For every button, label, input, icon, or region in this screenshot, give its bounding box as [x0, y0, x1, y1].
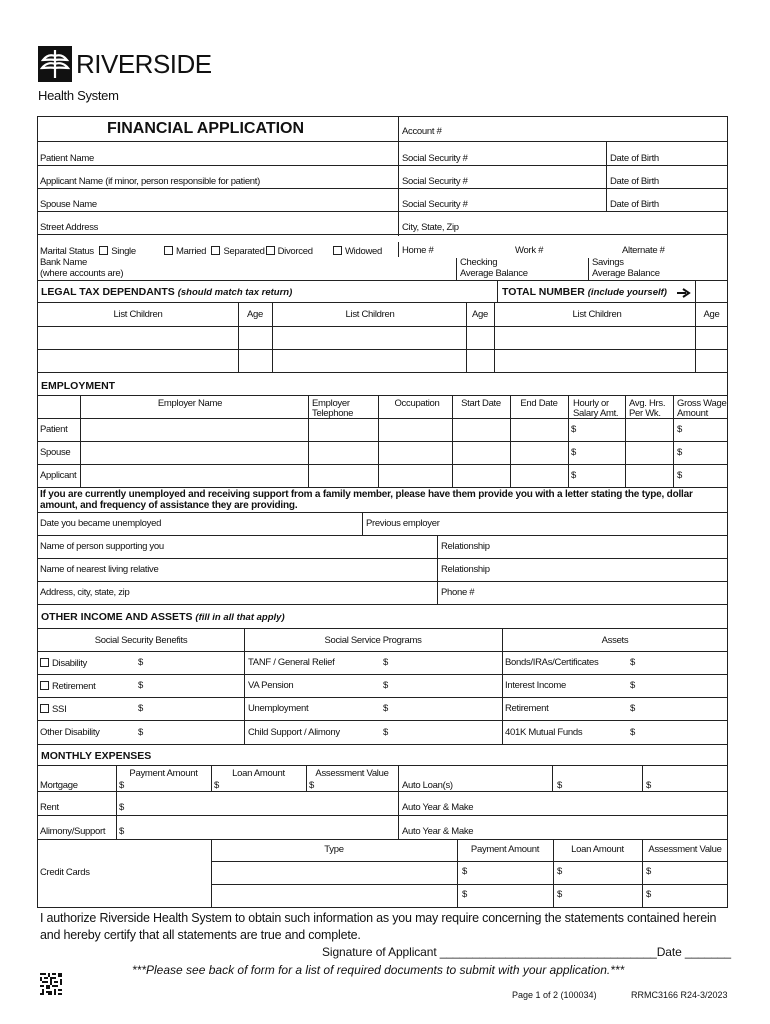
- married-checkbox[interactable]: [164, 246, 173, 255]
- mortgage-label: Mortgage: [40, 780, 78, 791]
- spouse-ssn-field[interactable]: Social Security #: [402, 199, 468, 210]
- 401k-label: 401K Mutual Funds: [505, 727, 583, 738]
- dollar-sign: $: [138, 657, 143, 668]
- ssi-option: SSI: [40, 704, 66, 715]
- disability-checkbox[interactable]: [40, 658, 49, 667]
- assets-header: Assets: [601, 635, 629, 646]
- street-address-field[interactable]: Street Address: [40, 222, 99, 233]
- separated-checkbox[interactable]: [211, 246, 220, 255]
- dollar-sign: $: [557, 780, 562, 791]
- dollar-sign: $: [138, 727, 143, 738]
- brand-subtitle: Health System: [38, 88, 119, 103]
- authorization-statement: I authorize Riverside Health System to obtain such information as you may require concerning the statements contained herein and hereby certify that all statements are true and complete.: [40, 911, 717, 942]
- child-support-label: Child Support / Alimony: [248, 727, 340, 738]
- dollar-sign: $: [646, 780, 651, 791]
- dollar-sign: $: [557, 889, 562, 900]
- dollar-sign: $: [383, 703, 388, 714]
- credit-assessment-header: Assessment Value: [648, 844, 722, 855]
- spouse-dob-field[interactable]: Date of Birth: [610, 199, 659, 210]
- dollar-sign: $: [138, 680, 143, 691]
- account-label: Account #: [402, 126, 442, 137]
- start-date-header: Start Date: [461, 398, 501, 409]
- checking-field[interactable]: Checking: [460, 257, 498, 268]
- marital-status-label: Marital Status: [40, 246, 94, 257]
- dependants-note: (should match tax return): [177, 287, 293, 298]
- divorced-checkbox[interactable]: [266, 246, 275, 255]
- disability-option: Disability: [40, 658, 87, 669]
- widowed-option: [333, 246, 382, 257]
- total-number-note: (include yourself): [587, 287, 667, 298]
- logo-tree-icon: [38, 46, 72, 82]
- dollar-sign: $: [646, 866, 651, 877]
- savings-field[interactable]: Savings: [592, 257, 624, 268]
- patient-ssn-field[interactable]: Social Security #: [402, 153, 468, 164]
- total-number-heading: TOTAL NUMBER (include yourself): [502, 286, 667, 298]
- page-number: Page 1 of 2 (100034): [512, 990, 597, 1000]
- tanf-label: TANF / General Relief: [248, 657, 335, 668]
- employment-row-spouse: Spouse: [40, 447, 71, 458]
- marital-options: [164, 246, 313, 257]
- signature-line[interactable]: Signature of Applicant _________________________________Date _______: [322, 945, 731, 959]
- bank-name-field[interactable]: Bank Name: [40, 257, 87, 268]
- age-header-1: Age: [246, 309, 263, 320]
- interest-income-label: Interest Income: [505, 680, 566, 691]
- dollar-sign: $: [138, 703, 143, 714]
- dollar-sign: $: [383, 727, 388, 738]
- dollar-sign: $: [214, 780, 219, 791]
- retirement-asset-label: Retirement: [505, 703, 549, 714]
- dollar-sign: $: [677, 447, 682, 458]
- credit-cards-label: Credit Cards: [40, 867, 90, 878]
- employer-name-header: Employer Name: [157, 398, 223, 409]
- dollar-sign: $: [630, 657, 635, 668]
- dollar-sign: $: [630, 680, 635, 691]
- list-children-header-1: List Children: [113, 309, 163, 320]
- relative-relationship-field[interactable]: Relationship: [441, 564, 490, 575]
- dollar-sign: $: [462, 866, 467, 877]
- savings-sub: Average Balance: [592, 268, 660, 279]
- loan-amount-header: Loan Amount: [232, 768, 285, 779]
- bonds-label: Bonds/IRAs/Certificates: [505, 657, 599, 668]
- retirement-option: Retirement: [40, 681, 95, 692]
- widowed-label: Widowed: [345, 246, 382, 257]
- required-documents-note: ***Please see back of form for a list of required documents to submit with your application.***: [132, 963, 625, 977]
- dollar-sign: $: [383, 657, 388, 668]
- separated-label: Separated: [223, 246, 265, 257]
- dollar-sign: $: [119, 802, 124, 813]
- barcode-icon: [40, 973, 62, 995]
- age-header-3: Age: [703, 309, 720, 320]
- dollar-sign: $: [383, 680, 388, 691]
- dollar-sign: $: [630, 727, 635, 738]
- other-disability-label: Other Disability: [40, 727, 100, 738]
- auto-loans-label: Auto Loan(s): [402, 780, 453, 791]
- hourly-salary-header: Hourly or Salary Amt.: [573, 398, 619, 419]
- arrow-right-icon: [676, 288, 692, 298]
- marital-status: [40, 246, 136, 257]
- dollar-sign: $: [630, 703, 635, 714]
- credit-payment-header: Payment Amount: [470, 844, 540, 855]
- employment-row-applicant: Applicant: [40, 470, 77, 481]
- address-field[interactable]: Address, city, state, zip: [40, 587, 130, 598]
- single-label: Single: [111, 246, 136, 257]
- spouse-name-field[interactable]: Spouse Name: [40, 199, 97, 210]
- dollar-sign: $: [119, 826, 124, 837]
- checking-sub: Average Balance: [460, 268, 528, 279]
- form-title: FINANCIAL APPLICATION: [107, 120, 305, 137]
- married-label: Married: [176, 246, 207, 257]
- widowed-checkbox[interactable]: [333, 246, 342, 255]
- dependant-row[interactable]: [39, 327, 237, 348]
- dollar-sign: $: [677, 470, 682, 481]
- home-phone-field[interactable]: Home #: [402, 245, 434, 256]
- avg-hours-header: Avg. Hrs. Per Wk.: [629, 398, 666, 419]
- list-children-header-2: List Children: [345, 309, 395, 320]
- date-unemployed-field[interactable]: Date you became unemployed: [40, 518, 162, 529]
- divorced-label: Divorced: [277, 246, 313, 257]
- dependant-row[interactable]: [39, 350, 237, 371]
- ssi-checkbox[interactable]: [40, 704, 49, 713]
- gross-wage-header: Gross Wage Amount: [677, 398, 727, 419]
- dollar-sign: $: [646, 889, 651, 900]
- rent-label: Rent: [40, 802, 59, 813]
- employment-row-patient: Patient: [40, 424, 68, 435]
- applicant-dob-field[interactable]: Date of Birth: [610, 176, 659, 187]
- phone-field[interactable]: Phone #: [441, 587, 475, 598]
- applicant-ssn-field[interactable]: Social Security #: [402, 176, 468, 187]
- supporting-person-field[interactable]: Name of person supporting you: [40, 541, 164, 552]
- ss-programs-header: Social Service Programs: [324, 635, 422, 646]
- patient-name-field[interactable]: Patient Name: [40, 153, 94, 164]
- expenses-heading: MONTHLY EXPENSES: [41, 750, 152, 762]
- income-note: (fill in all that apply): [195, 612, 285, 623]
- riverside-logo: [38, 46, 218, 106]
- credit-type-header: Type: [324, 844, 344, 855]
- nearest-relative-field[interactable]: Name of nearest living relative: [40, 564, 159, 575]
- patient-dob-field[interactable]: Date of Birth: [610, 153, 659, 164]
- auto-year-make-label: Auto Year & Make: [402, 802, 474, 813]
- bank-name-sub: (where accounts are): [40, 268, 124, 279]
- applicant-name-field[interactable]: Applicant Name (if minor, person responsible for patient): [40, 176, 260, 187]
- auto-year-make-label: Auto Year & Make: [402, 826, 474, 837]
- dollar-sign: $: [119, 780, 124, 791]
- work-phone-field[interactable]: Work #: [515, 245, 544, 256]
- dollar-sign: $: [309, 780, 314, 791]
- va-pension-label: VA Pension: [248, 680, 294, 691]
- list-children-header-3: List Children: [572, 309, 622, 320]
- dollar-sign: $: [462, 889, 467, 900]
- employer-telephone-header: Employer Telephone: [312, 398, 354, 419]
- unemployment-notice: If you are currently unemployed and receiving support from a family member, please have them provide you with a letter stating the type, dollar amount, and frequency of assistance they are providing.: [40, 489, 693, 511]
- dollar-sign: $: [557, 866, 562, 877]
- supporting-relationship-field[interactable]: Relationship: [441, 541, 490, 552]
- end-date-header: End Date: [520, 398, 558, 409]
- occupation-header: Occupation: [394, 398, 440, 409]
- credit-loan-header: Loan Amount: [571, 844, 624, 855]
- brand-name: RIVERSIDE: [76, 49, 212, 79]
- dollar-sign: $: [571, 424, 576, 435]
- dependants-heading: LEGAL TAX DEPENDANTS (should match tax return): [41, 286, 293, 298]
- dollar-sign: $: [571, 447, 576, 458]
- assessment-value-header: Assessment Value: [315, 768, 389, 779]
- income-heading: OTHER INCOME AND ASSETS (fill in all that apply): [41, 611, 285, 623]
- payment-amount-header: Payment Amount: [129, 768, 198, 779]
- age-header-2: Age: [471, 309, 488, 320]
- form-code: RRMC3166 R24-3/2023: [631, 990, 728, 1000]
- single-checkbox[interactable]: [99, 246, 108, 255]
- retirement-checkbox[interactable]: [40, 681, 49, 690]
- dollar-sign: $: [677, 424, 682, 435]
- ss-benefits-header: Social Security Benefits: [94, 635, 188, 646]
- previous-employer-field[interactable]: Previous employer: [366, 518, 440, 529]
- city-state-zip-field[interactable]: City, State, Zip: [402, 222, 459, 233]
- alternate-phone-field[interactable]: Alternate #: [622, 245, 665, 256]
- alimony-label: Alimony/Support: [40, 826, 106, 837]
- employment-heading: EMPLOYMENT: [41, 380, 116, 392]
- unemployment-label: Unemployment: [248, 703, 309, 714]
- dollar-sign: $: [571, 470, 576, 481]
